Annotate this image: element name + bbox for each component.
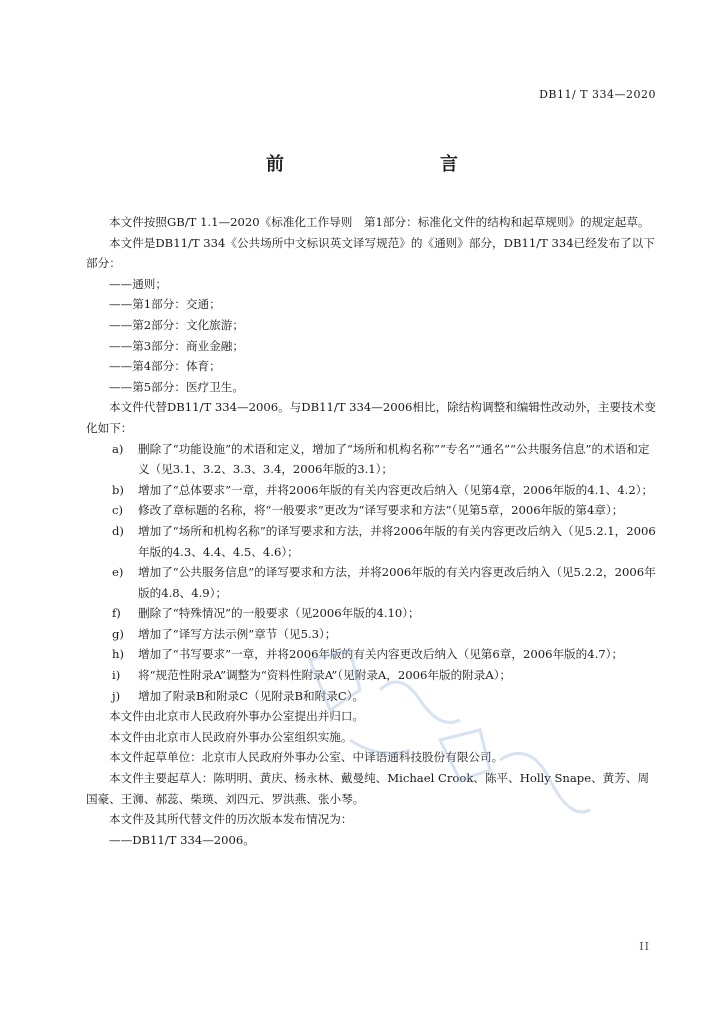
change-text: 增加了“译写方法示例”章节（见5.3）； xyxy=(138,626,337,641)
page-number: II xyxy=(639,940,650,953)
part-item: ——第1部分：交通； xyxy=(109,297,221,312)
part-item: ——第4部分：体育； xyxy=(109,359,221,374)
part-item: ——第3部分：商业金融； xyxy=(109,338,244,353)
paragraph: 本文件起草单位：北京市人民政府外事办公室、中译语通科技股份有限公司。 xyxy=(109,750,504,765)
change-label: d) xyxy=(112,523,124,538)
change-label: a) xyxy=(112,441,124,456)
change-label: j) xyxy=(112,688,121,703)
change-label: b) xyxy=(112,482,124,497)
paragraph: 本文件是DB11/T 334《公共场所中文标识英文译写规范》的《通则》部分，DB11/T 334已经发布了以下部分： xyxy=(86,235,655,271)
foreword-body xyxy=(86,212,660,850)
paragraph: 本文件由北京市人民政府外事办公室提出并归口。 xyxy=(109,709,365,724)
change-item xyxy=(86,480,660,501)
change-item xyxy=(86,521,660,562)
change-item xyxy=(86,686,660,707)
paragraph: 本文件按照GB/T 1.1—2020《标准化工作导则 第1部分：标准化文件的结构和起草规则》的规定起草。 xyxy=(109,215,650,229)
change-item xyxy=(86,562,660,603)
change-text: 修改了章标题的名称，将“一般要求”更改为“译写要求和方法”（见第5章，2006年版的第4章）； xyxy=(138,503,624,518)
change-text: 增加了“书写要求”一章，并将2006年版的有关内容更改后纳入（见第6章，2006年版的4.7）； xyxy=(138,647,624,662)
part-item: ——第5部分：医疗卫生。 xyxy=(109,379,244,394)
change-item xyxy=(86,644,660,665)
change-text: 增加了“总体要求”一章，并将2006年版的有关内容更改后纳入（见第4章，2006年版的4.1、4.2）； xyxy=(138,482,654,497)
paragraph: 本文件主要起草人：陈明明、黄庆、杨永林、戴曼纯、Michael Crook、陈平、Holly Snape、黄芳、周国豪、王浉、郝蕊、柴瑛、刘四元、罗洪燕、张小琴。 xyxy=(86,771,650,806)
change-label: e) xyxy=(112,565,124,580)
change-text: 增加了附录B和附录C（见附录B和附录C）。 xyxy=(138,688,365,703)
history-item: ——DB11/T 334—2006。 xyxy=(109,832,255,847)
paragraph: 本文件及其所代替文件的历次版本发布情况为： xyxy=(109,812,353,827)
doc-code: DB11/ T 334—2020 xyxy=(539,88,656,101)
change-item xyxy=(86,624,660,645)
change-text: 增加了“场所和机构名称”的译写要求和方法，并将2006年版的有关内容更改后纳入（见5.2.1，2006年版的4.3、4.4、4.5、4.6）； xyxy=(138,523,656,559)
change-item xyxy=(86,603,660,624)
change-text: 删除了“功能设施”的术语和定义，增加了“场所和机构名称”“专名”“通名”“公共服务信息”的术语和定义（见3.1、3.2、3.3、3.4，2006年版的3.1）； xyxy=(138,441,650,477)
change-text: 删除了“特殊情况”的一般要求（见2006年版的4.10）； xyxy=(138,606,420,621)
change-label: c) xyxy=(112,503,124,518)
part-item: ——第2部分：文化旅游； xyxy=(109,317,244,332)
change-label: i) xyxy=(112,668,121,683)
change-item xyxy=(86,500,660,521)
paragraph: 本文件由北京市人民政府外事办公室组织实施。 xyxy=(109,729,353,744)
change-label: g) xyxy=(112,626,124,641)
change-item xyxy=(86,665,660,686)
change-label: h) xyxy=(112,647,124,662)
change-text: 增加了“公共服务信息”的译写要求和方法，并将2006年版的有关内容更改后纳入（见5.2.2，2006年版的4.8、4.9）； xyxy=(138,565,656,600)
page-title: 前 言 xyxy=(266,154,498,175)
change-item xyxy=(86,439,660,480)
paragraph: 本文件代替DB11/T 334—2006。与DB11/T 334—2006相比，除结构调整和编辑性改动外，主要技术变化如下： xyxy=(86,400,656,435)
change-text: 将“规范性附录A”调整为“资料性附录A”（见附录A，2006年版的附录A）； xyxy=(138,668,512,683)
change-label: f) xyxy=(112,606,121,621)
part-item: ——通则； xyxy=(109,276,167,291)
